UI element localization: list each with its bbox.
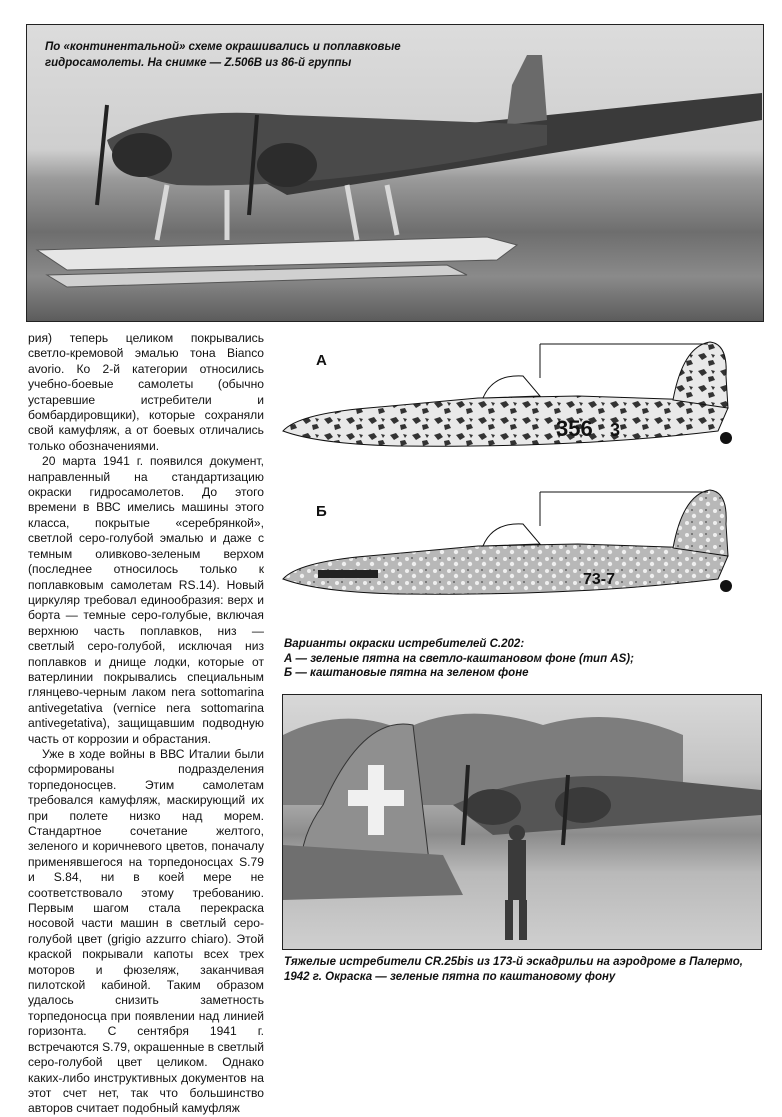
fighter-profile-icon (278, 484, 760, 604)
variant-b-letter: Б (316, 503, 327, 520)
profile-a-code: 356 (556, 416, 593, 441)
fighter-profile-a (278, 336, 760, 461)
aircraft-illustration (283, 695, 761, 949)
variants-caption-line: Б — каштановые пятна на зеленом фоне (284, 667, 529, 679)
paragraph: Уже в ходе войны в ВВС Италии были сформированы подразделения торпедоносцев. Этим самолетам требовался камуфляж, маскирующий их при полете низко над морем. Стандартное сочетание желтого, зеленого и коричневого цветов, поначалу применявшегося на торпедоносцах S.79 и S.84, ни в коей мере не соответствовало этому требованию. Первым шагом стала перекраска носовой части машин в светлый серо-голубой цвет (grigio azzurro chiaro). Этой краской покрывали капоты всех трех моторов и фюзеляж, заканчивая пилотской кабиной. Таким образом удалось снизить заметность торпедоносца при появлении над линией горизонта. С сентября 1941 г. встречаются S.79, окрашенные в светлый серо-голубой цвет целиком. Однако каких-либо инструктивных документов на этот счет нет, так что большинство авторов считает подобный камуфляж (28, 746, 264, 1116)
profile-b-code: 73-7 (583, 571, 616, 588)
fighter-profile-icon (278, 336, 760, 456)
article-body (28, 331, 264, 1117)
bottom-caption-line: Тяжелые истребители CR.25bis из 173-й эскадрильи на аэродроме в Палермо, (284, 956, 743, 968)
variants-caption-line: А — зеленые пятна на светло-каштановом фоне (тип AS); (284, 652, 634, 665)
top-caption-line: По «континентальной» схеме окрашивались и поплавковые (45, 41, 401, 53)
top-caption-line: гидросамолеты. На снимке — Z.506B из 86-й группы (45, 57, 352, 69)
bottom-caption-line: 1942 г. Окраска — зеленые пятна по каштановому фону (284, 971, 616, 983)
variants-caption (284, 637, 762, 681)
paragraph: 20 марта 1941 г. появился документ, направленный на стандартизацию окраски гидросамолетов. До этого времени в ВВС имелись машины этого класса, покрытые «серебрянкой», светлой серо-голубой эмалью и даже с темным оливково-зеленым верхом (последнее относилось только к поплавковым самолетам RS.14). Новый циркуляр требовал единообразия: верх и борта — темные серо-голубые, включая верхнюю часть поплавков, низ — светлый серо-голубой, исключая низ поплавков и днище лодки, которые от ватерлинии покрывались специальным глянцево-черным лаком nera sottomarina antivegetativa (vernice nera sottomarina antivegetativa), защищавшим подводную часть от коррозии и обрастания. (28, 454, 264, 746)
fighter-profile-b (278, 484, 760, 609)
bottom-photo-caption (284, 955, 762, 985)
paragraph: рия) теперь целиком покрывались светло-кремовой эмалью тона Bianco avorio. Ко 2-й категории относились учебно-боевые самолеты (обычно устаревшие истребители и бомбардировщики), которые сохраняли свой камуфляж, а от боевых отличались только обозначениями. (28, 331, 264, 453)
seaplane-photo (26, 24, 764, 322)
variant-a-letter: А (316, 352, 327, 369)
variants-caption-line: Варианты окраски истребителей С.202: (284, 638, 525, 650)
profile-a-suffix: 3 (610, 420, 621, 440)
top-photo-caption (45, 39, 465, 71)
aircraft-photo (282, 694, 762, 950)
